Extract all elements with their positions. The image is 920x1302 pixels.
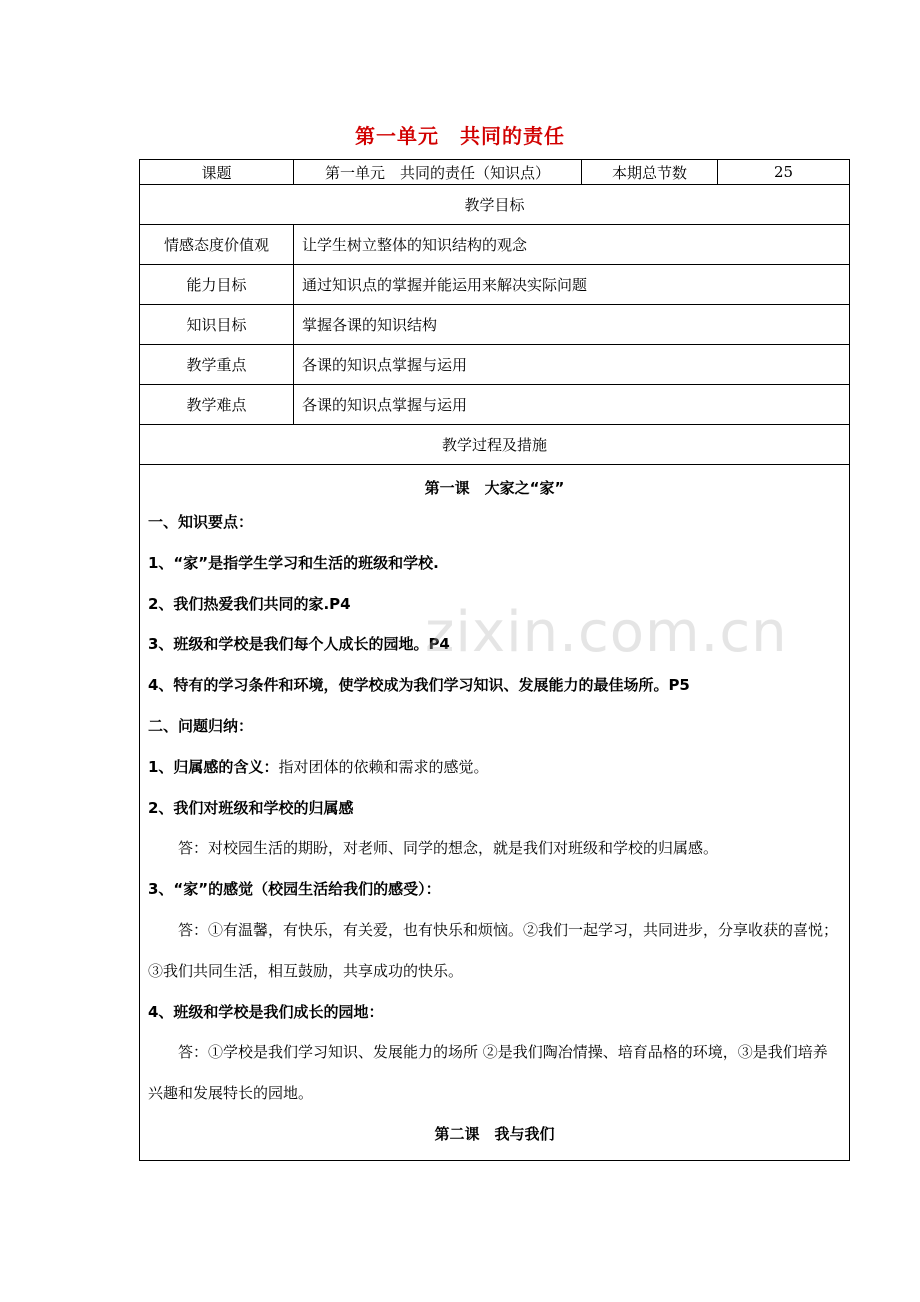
goal-value: 让学生树立整体的知识结构的观念 bbox=[294, 225, 850, 265]
question-line: 4、班级和学校是我们成长的园地： bbox=[148, 1002, 384, 1021]
question-text: 指对团体的依赖和需求的感觉。 bbox=[278, 757, 489, 776]
question-label: 1、归属感的含义： bbox=[148, 757, 279, 776]
header-row bbox=[140, 160, 850, 185]
goal-label: 教学重点 bbox=[140, 345, 294, 385]
goal-value: 通过知识点的掌握并能运用来解决实际问题 bbox=[294, 265, 850, 305]
question-line: 2、我们对班级和学校的归属感 bbox=[148, 798, 354, 817]
process-content-row bbox=[140, 465, 850, 1161]
goal-label: 能力目标 bbox=[140, 265, 294, 305]
knowledge-point: 1、“家”是指学生学习和生活的班级和学校. bbox=[148, 553, 439, 572]
watermark: zixin.com.cn bbox=[425, 600, 788, 665]
goal-row bbox=[140, 305, 850, 345]
process-content bbox=[140, 465, 850, 1161]
section-heading: 一、知识要点： bbox=[148, 513, 254, 531]
question-line bbox=[148, 869, 841, 910]
hours-value: 25 bbox=[718, 160, 850, 185]
goal-value: 掌握各课的知识结构 bbox=[294, 305, 850, 345]
knowledge-point: 2、我们热爱我们共同的家.P4 bbox=[148, 594, 351, 613]
answer-text: 答：对校园生活的期盼，对老师、同学的想念，就是我们对班级和学校的归属感。 bbox=[178, 839, 719, 858]
process-heading-row bbox=[140, 425, 850, 465]
goal-row bbox=[140, 345, 850, 385]
page-title: 第一单元 共同的责任 bbox=[355, 124, 565, 148]
goal-row bbox=[140, 265, 850, 305]
answer-text: 答：①有温馨，有快乐，有关爱，也有快乐和烦恼。②我们一起学习，共同进步，分享收获的喜悦；③我们共同生活，相互鼓励，共享成功的快乐。 bbox=[148, 920, 839, 980]
goals-heading: 教学目标 bbox=[140, 185, 850, 225]
process-heading: 教学过程及措施 bbox=[140, 425, 850, 465]
answer-text: 答：①学校是我们学习知识、发展能力的场所 ②是我们陶冶情操、培育品格的环境，③是我们培养兴趣和发展特长的园地。 bbox=[148, 1043, 828, 1103]
knowledge-point: 3、班级和学校是我们每个人成长的园地。P4 bbox=[148, 635, 450, 654]
goal-value: 各课的知识点掌握与运用 bbox=[294, 385, 850, 425]
knowledge-point: 4、特有的学习条件和环境，使学校成为我们学习知识、发展能力的最佳场所。P5 bbox=[148, 676, 690, 695]
lesson-plan-table bbox=[139, 159, 850, 1161]
goals-heading-row bbox=[140, 185, 850, 225]
lesson-1-title: 第一课 大家之“家” bbox=[424, 479, 565, 497]
lesson-2-title: 第二课 我与我们 bbox=[434, 1124, 555, 1143]
goal-row bbox=[140, 385, 850, 425]
hours-label: 本期总节数 bbox=[582, 160, 718, 185]
goal-label: 情感态度价值观 bbox=[140, 225, 294, 265]
goal-label: 知识目标 bbox=[140, 305, 294, 345]
topic-label: 课题 bbox=[140, 160, 294, 185]
question-text: （校园生活给我们的感受）： bbox=[253, 880, 441, 899]
goal-row bbox=[140, 225, 850, 265]
goal-value: 各课的知识点掌握与运用 bbox=[294, 345, 850, 385]
section-heading: 二、问题归纳： bbox=[148, 716, 254, 735]
goal-label: 教学难点 bbox=[140, 385, 294, 425]
question-label: 3、“家”的感觉 bbox=[148, 880, 254, 899]
question-line bbox=[148, 747, 841, 788]
topic-value: 第一单元 共同的责任（知识点） bbox=[294, 160, 582, 185]
